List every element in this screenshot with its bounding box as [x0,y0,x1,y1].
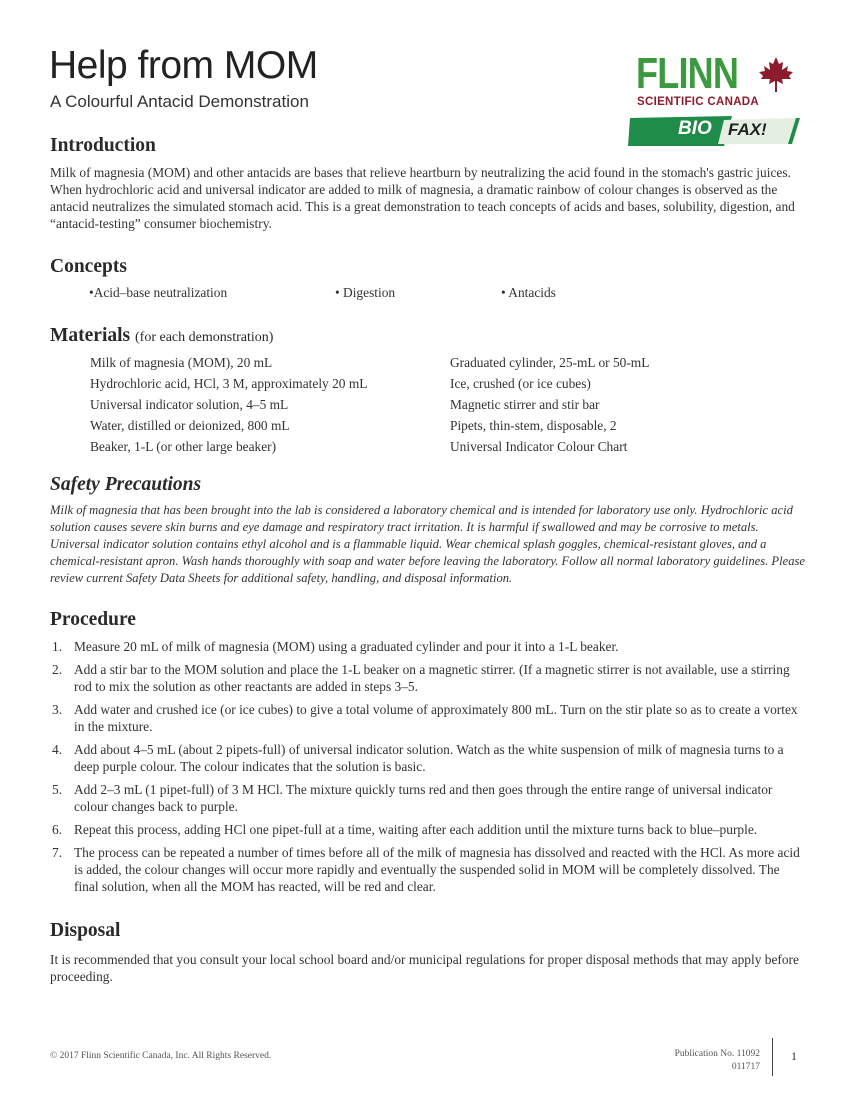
safety-text: Milk of magnesia that has been brought into the lab is considered a laboratory chemical and is intended for laboratory use only. Hydrochloric acid solution causes severe skin burns and eye damage and respiratory tract irritation. It is harmful if swallowed and may be corrosive to metals. Universal indicator solution contains ethyl alcohol and is a flammable liquid. Wear chemical splash goggles, chemical-resistant gloves, and a chemical-resistant apron. Wash hands thoroughly with soap and water before leaving the laboratory. Follow all normal laboratory guidelines. Please review current Safety Data Sheets for additional safety, handling, and disposal information. [50,503,805,585]
materials-left-column [90,352,367,457]
step-number: 7. [52,845,63,860]
publication-date-code: 011717 [731,1062,760,1072]
step-number: 3. [52,702,63,717]
material-item: Ice, crushed (or ice cubes) [450,376,591,391]
maple-leaf-icon [758,56,794,94]
concepts-list [0,285,850,303]
procedure-step [52,781,802,815]
step-text: Add 2–3 mL (1 pipet-full) of 3 M HCl. The mixture quickly turns red and then goes through the entire range of universal indicator colour changes back to purple. [74,782,773,814]
step-text: Add about 4–5 mL (about 2 pipets-full) of universal indicator solution. Watch as the white suspension of milk of magnesia turns to a deep purple colour. The colour indicates that the solution is basic. [74,742,784,774]
disposal-heading: Disposal [50,920,121,941]
page-subtitle: A Colourful Antacid Demonstration [50,92,309,111]
step-text: The process can be repeated a number of times before all of the milk of magnesia has dissolved and reacted with the HCl. As more acid is added, the colour changes will occur more rapidly and eventually the suspended solid in MOM will be completely dissolved. The final solution, when all the MOM has reacted, will be red and clear. [74,845,800,894]
copyright-notice: © 2017 Flinn Scientific Canada, Inc. All Rights Reserved. [50,1051,272,1061]
material-item: Pipets, thin-stem, disposable, 2 [450,418,617,433]
step-number: 2. [52,662,63,677]
logo-brand: FLINN [636,49,739,98]
procedure-heading: Procedure [50,609,136,630]
materials-heading-text: Materials [50,325,131,346]
concepts-heading: Concepts [50,256,127,277]
flinn-logo [628,49,800,150]
procedure-step [52,844,802,895]
step-number: 6. [52,822,63,837]
step-text: Add water and crushed ice (or ice cubes) to give a total volume of approximately 800 mL. Turn on the stir plate so as to create a vortex in the mixture. [74,702,798,734]
material-item: Milk of magnesia (MOM), 20 mL [90,355,273,370]
procedure-step [52,638,802,655]
step-number: 1. [52,639,63,654]
logo-banner [628,112,800,148]
logo-fax-text: FAX! [728,120,767,139]
page-number: 1 [791,1049,797,1063]
introduction-heading: Introduction [50,135,156,156]
materials-heading [50,325,273,347]
step-number: 5. [52,782,63,797]
logo-bio-text: BIO [678,118,712,139]
procedure-step [52,741,802,775]
step-text: Add a stir bar to the MOM solution and place the 1-L beaker on a magnetic stirrer. (If a magnetic stirrer is not available, use a stirring rod to mix the solution as other reactants are added in steps 3–5. [74,662,790,694]
procedure-step [52,661,802,695]
step-number: 4. [52,742,63,757]
material-item: Graduated cylinder, 25-mL or 50-mL [450,355,650,370]
material-item: Beaker, 1-L (or other large beaker) [90,439,277,454]
logo-tagline: SCIENTIFIC CANADA [637,96,760,108]
procedure-steps [52,638,802,901]
concept-item: • Antacids [501,285,556,300]
concept-item: • Digestion [335,285,396,300]
publication-number: Publication No. 11092 [674,1049,760,1059]
procedure-step [52,701,802,735]
materials-note: (for each demonstration) [135,330,274,345]
disposal-text: It is recommended that you consult your local school board and/or municipal regulations for proper disposal methods that may apply before proceeding. [50,952,799,984]
safety-heading: Safety Precautions [50,474,202,495]
material-item: Hydrochloric acid, HCl, 3 M, approximately 20 mL [90,376,368,391]
material-item: Magnetic stirrer and stir bar [450,397,600,412]
material-item: Water, distilled or deionized, 800 mL [90,418,290,433]
publication-info [675,1048,760,1074]
step-text: Repeat this process, adding HCl one pipet-full at a time, waiting after each addition until the mixture turns back to blue–purple. [74,822,758,837]
material-item: Universal indicator solution, 4–5 mL [90,397,289,412]
footer-divider [772,1038,773,1076]
materials-right-column [450,352,649,457]
step-text: Measure 20 mL of milk of magnesia (MOM) using a graduated cylinder and pour it into a 1-L beaker. [74,639,619,654]
material-item: Universal Indicator Colour Chart [450,439,628,454]
concept-item: •Acid–base neutralization [89,285,228,300]
introduction-text: Milk of magnesia (MOM) and other antacids are bases that relieve heartburn by neutralizing the acid found in the stomach's gastric juices. When hydrochloric acid and universal indicator are added to milk of magnesia, a dramatic rainbow of colour changes is observed as the antacid neutralizes the simulated stomach acid. This is a great demonstration to teach concepts of acids and bases, solubility, digestion, and “antacid-testing” consumer biochemistry. [50,165,795,231]
page-title: Help from MOM [49,44,318,87]
procedure-step [52,821,802,838]
